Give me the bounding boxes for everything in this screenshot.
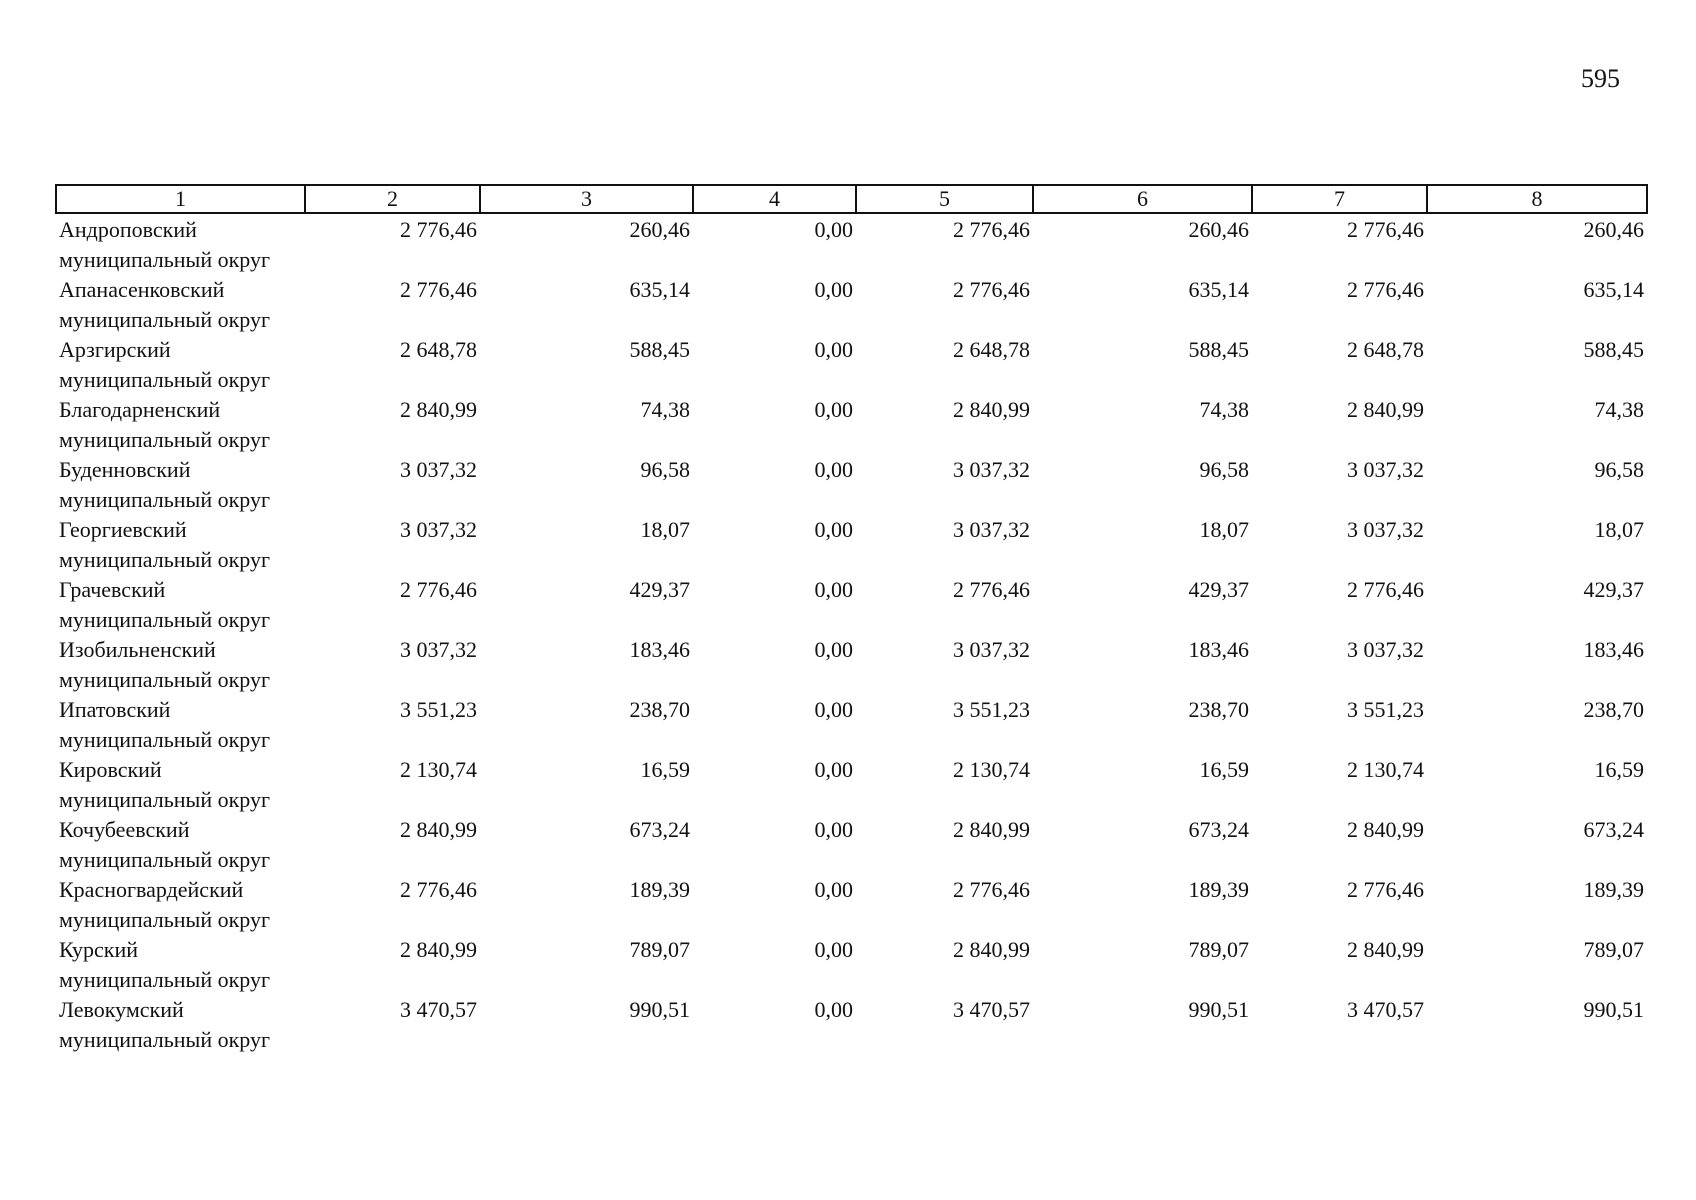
value-cell-col-5: 2 130,74 [953,757,1030,782]
column-header-8: 8 [1427,185,1647,213]
value-cell-col-2: 2 776,46 [400,217,477,242]
district-type: муниципальный округ [59,607,271,632]
value-cell-col-6: 238,70 [1188,697,1249,722]
district-type: муниципальный округ [59,727,271,752]
value-cell-col-4: 0,00 [814,997,853,1022]
table-row [56,455,1647,515]
header-row [56,185,1647,213]
value-cell-col-7: 3 551,23 [1347,697,1424,722]
table-row [56,815,1647,875]
value-cell-col-6: 18,07 [1199,517,1249,542]
value-cell-col-7: 2 776,46 [1347,277,1424,302]
value-cell-col-2: 3 037,32 [400,517,477,542]
value-cell-col-3: 789,07 [629,937,690,962]
value-cell-col-4: 0,00 [814,817,853,842]
table-row [56,213,1647,275]
value-cell-col-7: 2 648,78 [1347,337,1424,362]
value-cell-col-8: 990,51 [1583,997,1644,1022]
table-row [56,635,1647,695]
value-cell-col-4: 0,00 [814,277,853,302]
value-cell-col-6: 16,59 [1199,757,1249,782]
value-cell-col-7: 2 840,99 [1347,817,1424,842]
value-cell-col-3: 183,46 [629,637,690,662]
table-row [56,395,1647,455]
value-cell-col-4: 0,00 [814,637,853,662]
value-cell-col-8: 260,46 [1583,217,1644,242]
value-cell-col-3: 260,46 [629,217,690,242]
value-cell-col-5: 2 776,46 [953,577,1030,602]
district-type: муниципальный округ [59,307,271,332]
district-name-cell [56,815,305,875]
value-cell-col-6: 189,39 [1188,877,1249,902]
column-header-4: 4 [693,185,856,213]
value-cell-col-8: 238,70 [1583,697,1644,722]
value-cell-col-6: 96,58 [1199,457,1249,482]
value-cell-col-8: 18,07 [1594,517,1644,542]
value-cell-col-5: 2 840,99 [953,397,1030,422]
value-cell-col-8: 96,58 [1594,457,1644,482]
value-cell-col-2: 3 037,32 [400,637,477,662]
value-cell-col-3: 74,38 [640,397,690,422]
value-cell-col-6: 990,51 [1188,997,1249,1022]
value-cell-col-4: 0,00 [814,577,853,602]
value-cell-col-6: 183,46 [1188,637,1249,662]
value-cell-col-3: 238,70 [629,697,690,722]
value-cell-col-3: 990,51 [629,997,690,1022]
district-type: муниципальный округ [59,667,271,692]
value-cell-col-7: 2 130,74 [1347,757,1424,782]
value-cell-col-7: 2 776,46 [1347,577,1424,602]
column-header-5: 5 [856,185,1033,213]
district-name-cell [56,213,305,275]
value-cell-col-8: 789,07 [1583,937,1644,962]
value-cell-col-2: 2 840,99 [400,937,477,962]
value-cell-col-4: 0,00 [814,457,853,482]
district-name-cell [56,395,305,455]
value-cell-col-2: 2 776,46 [400,577,477,602]
column-header-1: 1 [56,185,305,213]
value-cell-col-6: 429,37 [1188,577,1249,602]
value-cell-col-7: 2 840,99 [1347,397,1424,422]
district-name-cell [56,275,305,335]
value-cell-col-6: 789,07 [1188,937,1249,962]
value-cell-col-6: 635,14 [1188,277,1249,302]
table-row [56,515,1647,575]
table-row [56,755,1647,815]
district-name: Курский [59,937,139,962]
district-type: муниципальный округ [59,787,271,812]
value-cell-col-7: 3 037,32 [1347,457,1424,482]
value-cell-col-3: 189,39 [629,877,690,902]
column-header-7: 7 [1252,185,1427,213]
district-name-cell [56,575,305,635]
value-cell-col-7: 2 776,46 [1347,217,1424,242]
table-row [56,695,1647,755]
district-name: Арзгирский [59,337,171,362]
value-cell-col-2: 2 130,74 [400,757,477,782]
value-cell-col-5: 3 037,32 [953,637,1030,662]
value-cell-col-3: 18,07 [640,517,690,542]
table-row [56,335,1647,395]
district-name-cell [56,755,305,815]
value-cell-col-3: 429,37 [629,577,690,602]
table-row [56,275,1647,335]
district-name-cell [56,455,305,515]
value-cell-col-6: 673,24 [1188,817,1249,842]
district-name: Георгиевский [59,517,187,542]
value-cell-col-3: 588,45 [629,337,690,362]
district-type: муниципальный округ [59,1027,271,1052]
district-name: Кочубеевский [59,817,190,842]
value-cell-col-2: 3 551,23 [400,697,477,722]
district-name: Кировский [59,757,162,782]
value-cell-col-4: 0,00 [814,397,853,422]
value-cell-col-3: 673,24 [629,817,690,842]
table-header [56,185,1647,213]
district-type: муниципальный округ [59,367,271,392]
table-row [56,935,1647,995]
district-name-cell [56,335,305,395]
district-name: Изобильненский [59,637,216,662]
value-cell-col-8: 183,46 [1583,637,1644,662]
value-cell-col-3: 96,58 [640,457,690,482]
district-type: муниципальный округ [59,847,271,872]
district-name-cell [56,635,305,695]
table-row [56,995,1647,1055]
value-cell-col-5: 2 648,78 [953,337,1030,362]
value-cell-col-2: 2 840,99 [400,817,477,842]
value-cell-col-7: 3 470,57 [1347,997,1424,1022]
value-cell-col-8: 16,59 [1594,757,1644,782]
district-name-cell [56,695,305,755]
value-cell-col-3: 16,59 [640,757,690,782]
district-name: Буденновский [59,457,191,482]
district-type: муниципальный округ [59,907,271,932]
value-cell-col-8: 588,45 [1583,337,1644,362]
value-cell-col-8: 429,37 [1583,577,1644,602]
value-cell-col-8: 635,14 [1583,277,1644,302]
district-name-cell [56,875,305,935]
district-name: Красногвардейский [59,877,244,902]
table-row [56,575,1647,635]
district-name: Андроповский [59,217,197,242]
value-cell-col-3: 635,14 [629,277,690,302]
value-cell-col-2: 2 648,78 [400,337,477,362]
value-cell-col-6: 588,45 [1188,337,1249,362]
value-cell-col-5: 2 776,46 [953,877,1030,902]
table-row [56,875,1647,935]
value-cell-col-8: 189,39 [1583,877,1644,902]
value-cell-col-2: 2 776,46 [400,877,477,902]
value-cell-col-4: 0,00 [814,697,853,722]
value-cell-col-7: 3 037,32 [1347,637,1424,662]
district-type: муниципальный округ [59,487,271,512]
value-cell-col-2: 2 840,99 [400,397,477,422]
value-cell-col-4: 0,00 [814,517,853,542]
value-cell-col-4: 0,00 [814,937,853,962]
column-header-2: 2 [305,185,480,213]
column-header-3: 3 [480,185,693,213]
district-name: Грачевский [59,577,166,602]
value-cell-col-7: 2 840,99 [1347,937,1424,962]
district-name: Апанасенковский [59,277,225,302]
district-name: Благодарненский [59,397,221,422]
value-cell-col-5: 3 470,57 [953,997,1030,1022]
value-cell-col-5: 3 037,32 [953,457,1030,482]
district-name-cell [56,935,305,995]
value-cell-col-2: 3 470,57 [400,997,477,1022]
value-cell-col-4: 0,00 [814,757,853,782]
value-cell-col-5: 2 776,46 [953,277,1030,302]
value-cell-col-2: 3 037,32 [400,457,477,482]
value-cell-col-8: 74,38 [1594,397,1644,422]
column-header-6: 6 [1033,185,1252,213]
page-number: 595 [1581,64,1620,93]
value-cell-col-5: 3 037,32 [953,517,1030,542]
value-cell-col-6: 260,46 [1188,217,1249,242]
value-cell-col-4: 0,00 [814,217,853,242]
data-table-container [55,184,1648,1055]
value-cell-col-5: 2 840,99 [953,937,1030,962]
district-name-cell [56,515,305,575]
value-cell-col-2: 2 776,46 [400,277,477,302]
district-name: Левокумский [59,997,184,1022]
district-type: муниципальный округ [59,967,271,992]
district-type: муниципальный округ [59,547,271,572]
value-cell-col-7: 3 037,32 [1347,517,1424,542]
district-name-cell [56,995,305,1055]
value-cell-col-7: 2 776,46 [1347,877,1424,902]
table-body [56,213,1647,1055]
value-cell-col-4: 0,00 [814,877,853,902]
value-cell-col-8: 673,24 [1583,817,1644,842]
district-type: муниципальный округ [59,427,271,452]
value-cell-col-5: 3 551,23 [953,697,1030,722]
value-cell-col-5: 2 840,99 [953,817,1030,842]
value-cell-col-4: 0,00 [814,337,853,362]
value-cell-col-5: 2 776,46 [953,217,1030,242]
district-name: Ипатовский [59,697,171,722]
district-type: муниципальный округ [59,247,271,272]
data-table [55,184,1648,1055]
value-cell-col-6: 74,38 [1199,397,1249,422]
